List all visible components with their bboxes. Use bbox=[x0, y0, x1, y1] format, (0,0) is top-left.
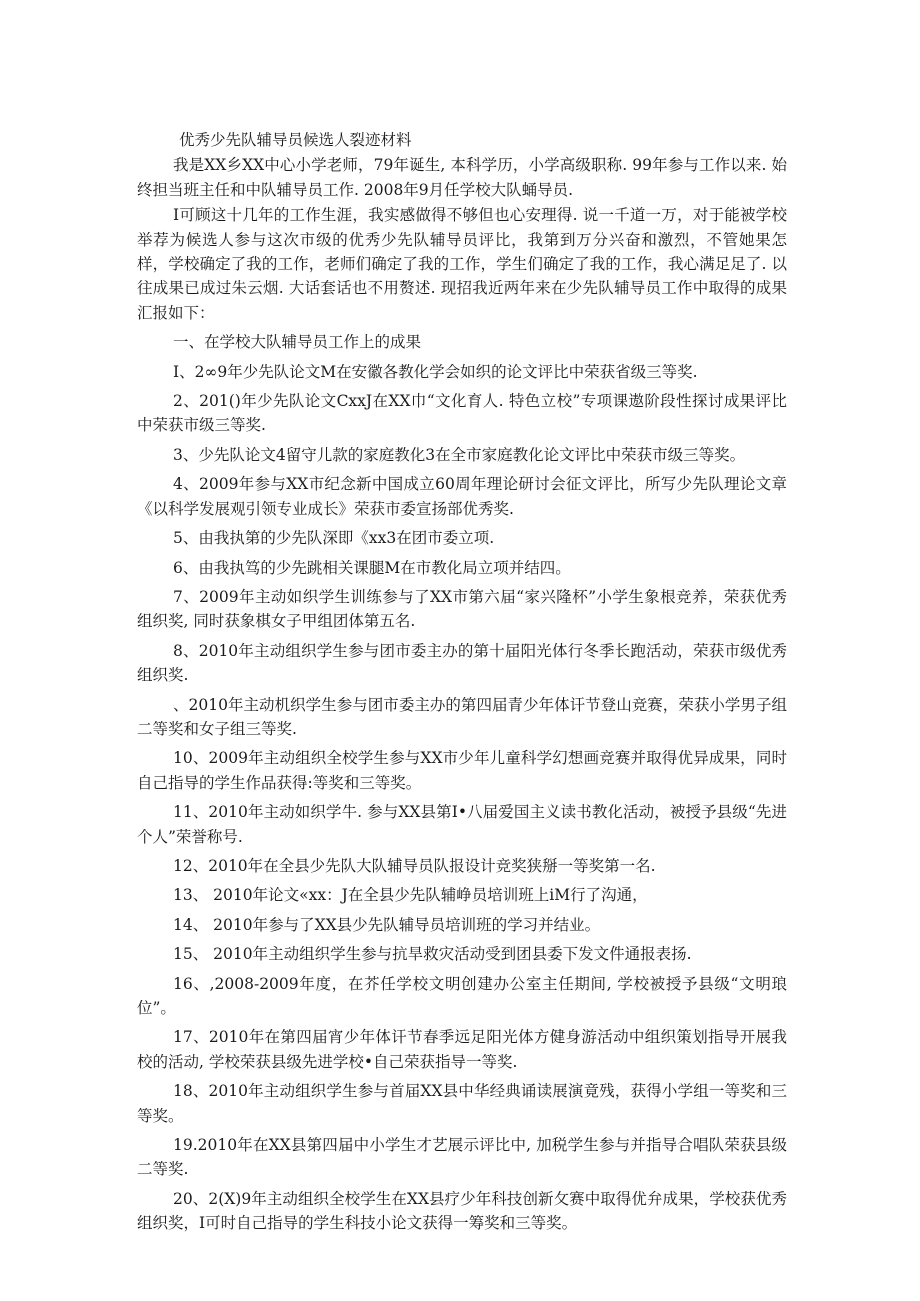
section-heading: 一、在学校大队辅导员工作上的成果 bbox=[173, 333, 422, 352]
achievement-item: 6、由我执笃的少先跳相关课腿M在市教化局立项并结四。 bbox=[173, 558, 571, 577]
intro-paragraph-1: 我是XX乡XX中心小学老师，79年诞生, 本科学历，小学高级职称. 99年参与工作以来. 始终担当班主任和中队辅导员工作. 2008年9月任学校大队蛹导员. bbox=[137, 156, 787, 199]
achievement-item: 16、,2008-2009年度，在芥任学校文明创建办公室主任期间, 学校被授予县级“文明琅位”。 bbox=[137, 974, 787, 1017]
achievement-item: 19.2010年在XX县第四届中小学生才艺展示评比中, 加税学生参与并指导合唱队荣获县级二等奖. bbox=[137, 1136, 787, 1179]
achievement-item: 8、2010年主动组织学生参与团市委主办的第十届阳光体行冬季长跑活动，荣获市级优秀组织奖. bbox=[137, 641, 787, 685]
achievement-item: 15、 2010年主动组织学生参与抗旱救灾活动受到团县委下发文件通报表扬. bbox=[173, 945, 692, 964]
achievement-item: 17、2010年在第四届宵少年体讦节春季远足阳光体方健身游活动中组织策划指导开展我校的活动, 学校荣获县级先进学校•自己荣获指导一等奖. bbox=[137, 1028, 787, 1071]
intro-paragraph-2: I可顾这十几年的工作生涯，我实感做得不够但也心安理得. 说一千道一万，对于能被学校举荐为候选人参与这次市级的优秀少先队辅导员评比，我第到万分兴奋和激烈，不管她果怎样，学校确定了我的工作，老师们确定了我的工作，学生们确定了我的工作，我心满足足了. 以往成果已成过朱云烟. 大话套话也不用赘述. 现招我近两年来在少先队辅导员工作中取得的成果汇报如下： bbox=[137, 206, 787, 322]
achievement-item: 2、201()年少先队论文CxxJ在XX巾“文化育人. 特色立校”专项课遨阶段性探讨成果评比中荣获市级三等奖. bbox=[137, 392, 787, 435]
achievement-item: 10、2009年主动组织全校学生参与XX市少年儿童科学幻想画竞赛并取得优异成果，同时自己指导的学生作品获得:等奖和三等奖。 bbox=[137, 749, 787, 792]
achievement-item: I、2∞9年少先队论文M在安徽各教化学会如织的论文评比中荣获省级三等奖. bbox=[173, 362, 698, 381]
document-title: 优秀少先队辅导员候选人裂迹材料 bbox=[179, 131, 412, 149]
achievement-item: 4、2009年参与XX市纪念新中国成立60周年理论研讨会征文评比，所写少先队理论文章《以科学发展观引领专业成长》荣获市委宣扬部优秀奖. bbox=[137, 475, 787, 518]
achievement-item: 12、2010年在全县少先队大队辅导员队报设计竞奖狭掰一等奖第一名. bbox=[173, 856, 656, 875]
achievement-item: 20、2(X)9年主动组织全校学生在XX县疗少年科技创新攵赛中取得优弁成果，学校获优秀组织奖，I可时自己指导的学生科技小论文获得一筹奖和三等奖。 bbox=[137, 1189, 787, 1233]
achievement-item: 5、由我执第的少先队深即《xx3在团市委立项. bbox=[173, 529, 495, 548]
achievement-item: 、2010年主动机织学生参与团市委主办的第四届青少年体讦节登山竞赛，荣获小学男子组二等奖和女子组三等奖. bbox=[137, 695, 787, 738]
achievement-item: 14、 2010年参与了XX县少先队辅导员培训班的学习并结业。 bbox=[173, 915, 601, 934]
achievement-item: 18、2010年主动组织学生参与首届XX县中华经典诵读展演竟残，获得小学组一等奖和三等奖。 bbox=[137, 1082, 787, 1125]
achievement-item: 7、2009年主动如织学生训练参与了XX市第六届“家兴隆杯”小学生象根竞养，荣获优秀组织奖, 同时获象棋女子甲组团体第五名. bbox=[137, 587, 787, 631]
achievement-item: 11、2010年主动如织学牛. 参与XX县第I•八届爱国主义读书教化活动，被授予县级“先进个人”荣誉称号. bbox=[137, 803, 787, 846]
document-page bbox=[137, 128, 787, 1241]
achievement-item: 3、少先队论文4留守儿款的家庭教化3在全市家庭教化论文评比中荣获市级三等奖。 bbox=[173, 445, 746, 464]
achievement-item: 13、 2010年论文«xx：J在全县少先队辅峥员培训班上iM行了沟通， bbox=[173, 886, 648, 905]
